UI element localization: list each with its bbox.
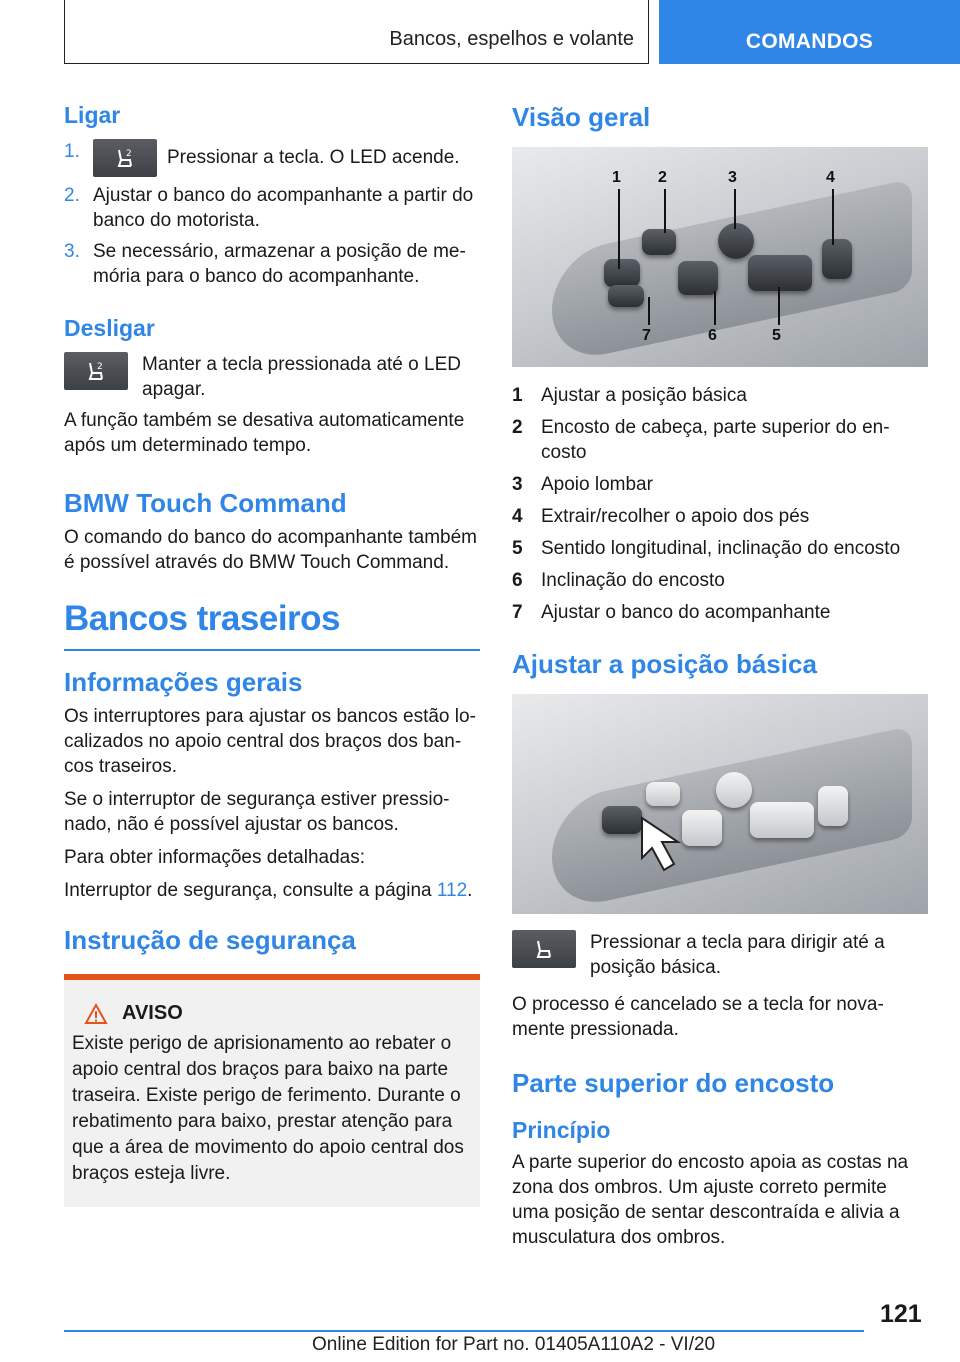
ligar-step-1	[64, 139, 480, 177]
legend-text: Extrair/recolher o apoio dos pés	[541, 506, 810, 527]
switch-seat	[750, 802, 814, 838]
callout-5: 5	[772, 327, 781, 344]
switch-lumbar	[716, 772, 752, 808]
basic-position-button-icon	[512, 930, 576, 968]
seat-button-icon	[64, 352, 128, 390]
header-chapter-title: COMANDOS	[745, 30, 874, 53]
page-reference-link[interactable]: 112	[436, 880, 468, 901]
legend-number: 5	[512, 538, 523, 559]
info-reference-end: .	[467, 880, 473, 901]
right-column	[512, 96, 928, 1258]
callout-4: 4	[826, 169, 835, 186]
callout-line	[778, 287, 780, 325]
principle-paragraph: A parte superior do encosto apoia as costas na zona dos ombros. Um ajuste correto permite uma posição de sentar descontraída e alivia a musculatura dos ombros.	[512, 1152, 909, 1248]
legend-number: 3	[512, 474, 523, 495]
legend-item	[512, 536, 928, 561]
desligar-heading: Desligar	[64, 315, 155, 341]
info-paragraph-2: Se o interruptor de segurança estiver pressionado, não é possível ajustar os bancos.	[64, 789, 450, 835]
basic-position-instruction	[512, 930, 928, 980]
info-reference-text: Interruptor de segurança, consulte a página	[64, 880, 432, 901]
callout-line	[734, 189, 736, 229]
legend-text: Encosto de cabeça, parte superior do encosto	[541, 417, 890, 463]
step-text: Se necessário, armazenar a posição de memória para o banco do acompanhante.	[93, 241, 466, 287]
footer-divider	[64, 1330, 864, 1332]
footer-edition: Online Edition for Part no. 01405A110A2 - VI/20	[312, 1334, 716, 1355]
switch-4	[822, 239, 852, 279]
basic-position-photo	[512, 694, 928, 914]
switch-2	[642, 229, 676, 255]
step-text	[93, 139, 480, 177]
legend-number: 2	[512, 417, 523, 438]
callout-1: 1	[612, 169, 621, 186]
legend-item	[512, 415, 928, 465]
header-section-box	[64, 0, 649, 64]
upper-backrest-heading: Parte superior do encosto	[512, 1068, 835, 1098]
warning-triangle-icon	[84, 1003, 108, 1025]
switch-5	[748, 255, 812, 291]
warning-box	[64, 974, 480, 1207]
legend-number: 4	[512, 506, 523, 527]
basic-position-heading: Ajustar a posição básica	[512, 649, 817, 679]
legend-text: Apoio lombar	[541, 474, 653, 495]
legend-text: Inclinação do encosto	[541, 570, 725, 591]
callout-line	[618, 189, 620, 269]
basic-position-paragraph: O processo é cancelado se a tecla for novamente pressionada.	[512, 994, 884, 1040]
warning-text: Existe perigo de aprisionamento ao rebater o apoio central dos braços para baixo na parte traseira. Existe perigo de ferimento. Durante o rebatimento para baixo, prestar atenção para que a área de movimento do apoio central dos braços esteja livre.	[72, 1033, 464, 1184]
general-info-heading: Informações gerais	[64, 667, 303, 697]
info-paragraph-3: Para obter informações detalhadas:	[64, 847, 366, 868]
legend-text: Ajustar a posição básica	[541, 385, 747, 406]
switch-basic-position	[602, 806, 642, 834]
callout-line	[648, 297, 650, 325]
pointer-arrow-icon	[638, 814, 694, 874]
ligar-heading: Ligar	[64, 102, 121, 128]
info-paragraph-4	[64, 878, 480, 903]
callout-7: 7	[642, 327, 651, 344]
legend-list	[512, 383, 928, 625]
svg-text:2: 2	[97, 362, 103, 372]
seat-button-icon	[93, 139, 157, 177]
warning-label: AVISO	[122, 1002, 183, 1024]
callout-line	[714, 291, 716, 325]
step-number: 3.	[64, 241, 80, 262]
svg-text:2: 2	[126, 149, 132, 159]
desligar-paragraph: A função também se desativa automaticamente após um determinado tempo.	[64, 410, 465, 456]
header-chapter-box	[659, 0, 960, 64]
legend-item	[512, 568, 928, 593]
callout-6: 6	[708, 327, 717, 344]
touch-command-heading: BMW Touch Command	[64, 488, 347, 518]
warning-header	[84, 1002, 472, 1025]
basic-position-text: Pressionar a tecla para dirigir até a posição básica.	[590, 932, 885, 978]
step-number: 1.	[64, 141, 80, 162]
legend-text: Sentido longitudinal, inclinação do encosto	[541, 538, 901, 559]
legend-item	[512, 600, 928, 625]
desligar-instruction	[64, 352, 480, 402]
legend-text: Ajustar o banco do acompanhante	[541, 602, 831, 623]
desligar-text: Manter a tecla pressionada até o LED apagar.	[142, 354, 461, 400]
left-column	[64, 96, 480, 1207]
legend-item	[512, 383, 928, 408]
step-text: Ajustar o banco do acompanhante a partir do banco do motorista.	[93, 185, 474, 231]
overview-heading: Visão geral	[512, 102, 651, 132]
switch-3	[718, 223, 754, 259]
step-number: 2.	[64, 185, 80, 206]
ligar-step-3	[64, 239, 480, 289]
switch-footrest	[818, 786, 848, 826]
callout-3: 3	[728, 169, 737, 186]
legend-item	[512, 472, 928, 497]
switch-1	[608, 285, 644, 307]
principle-heading: Princípio	[512, 1117, 611, 1143]
legend-number: 6	[512, 570, 523, 591]
touch-command-paragraph: O comando do banco do acompanhante também é possível através do BMW Touch Command.	[64, 527, 477, 573]
seat-controls-photo	[512, 147, 928, 367]
rear-seats-heading: Bancos traseiros	[64, 599, 480, 651]
switch-7	[604, 259, 640, 287]
safety-heading: Instrução de segurança	[64, 925, 356, 955]
callout-2: 2	[658, 169, 667, 186]
callout-line	[664, 189, 666, 233]
info-paragraph-1: Os interruptores para ajustar os bancos estão localizados no apoio central dos braços dos bancos traseiros.	[64, 706, 476, 777]
switch-6	[678, 261, 718, 295]
switch-headrest	[646, 782, 680, 806]
step-1-text: Pressionar a tecla. O LED acende.	[167, 147, 460, 169]
ligar-step-2	[64, 183, 480, 233]
callout-line	[832, 189, 834, 245]
legend-number: 7	[512, 602, 523, 623]
header-section-title: Bancos, espelhos e volante	[389, 28, 634, 50]
legend-item	[512, 504, 928, 529]
legend-number: 1	[512, 385, 523, 406]
page-number: 121	[880, 1300, 922, 1328]
